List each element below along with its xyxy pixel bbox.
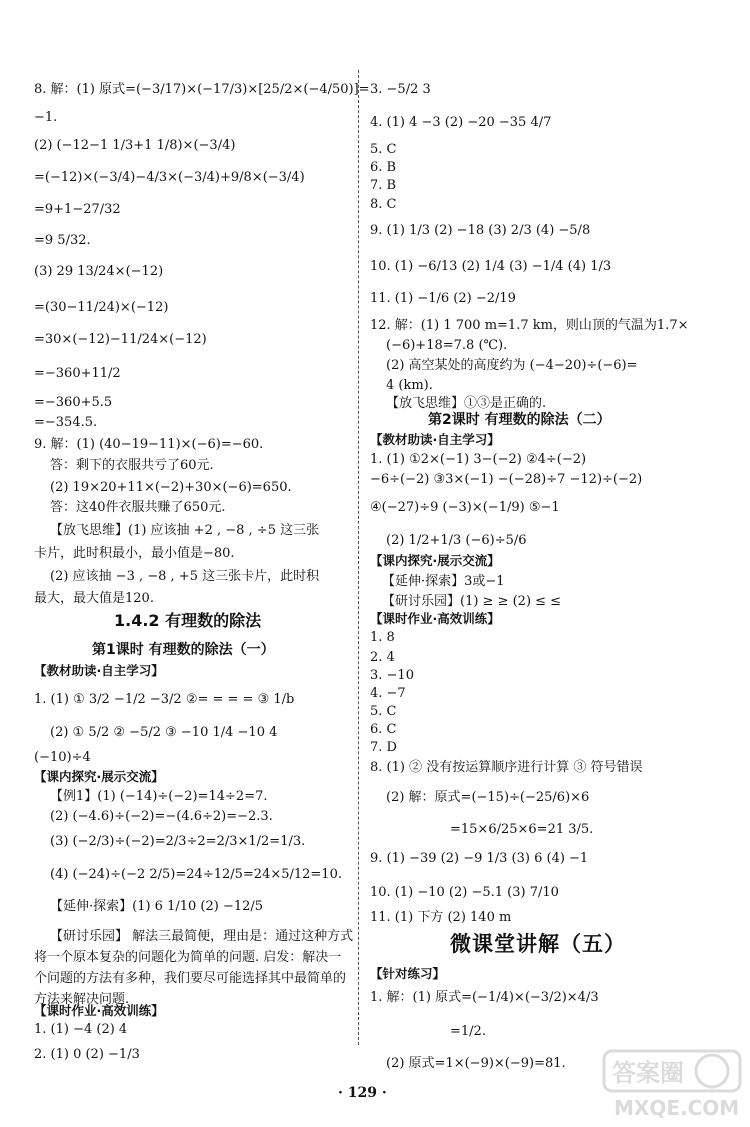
line: 2. 4: [370, 650, 395, 665]
line: (3) (−2/3)÷(−2)=2/3÷2=2/3×1/2=1/3.: [50, 834, 306, 849]
line: 【研讨乐园】(1) ≥ ≥ (2) ≤ ≤: [382, 594, 562, 609]
line: =−360+11/2: [34, 366, 121, 381]
line: 1. (1) ① 3/2 −1/2 −3/2 ②= = = = ③ 1/b: [34, 692, 295, 707]
line: 方法来解决问题.: [34, 992, 130, 1007]
section-label: 【课时作业·高效训练】: [34, 1003, 164, 1018]
line: ④(−27)÷9 (−3)×(−1/9) ⑤−1: [370, 500, 560, 515]
line: 12. 解：(1) 1 700 m=1.7 km，则山顶的气温为1.7×: [370, 318, 689, 333]
line: −1.: [34, 110, 58, 125]
line: 5. C: [370, 704, 397, 719]
section-label: 【教材助读·自主学习】: [370, 432, 500, 447]
line: (2) 高空某处的高度约为 (−4−20)÷(−6)=: [386, 358, 638, 373]
line: =−354.5.: [34, 415, 98, 430]
line: 10. (1) −10 (2) −5.1 (3) 7/10: [370, 885, 559, 900]
line: (2) ① 5/2 ② −5/2 ③ −10 1/4 −10 4: [50, 725, 278, 740]
section-label: 【课时作业·高效训练】: [370, 611, 500, 626]
line: 【延伸·探索】(1) 6 1/10 (2) −12/5: [50, 899, 264, 914]
line: (2) 解：原式=(−15)÷(−25/6)×6: [386, 790, 590, 805]
line: 8. C: [370, 197, 397, 212]
line: =30×(−12)−11/24×(−12): [34, 332, 207, 347]
section-label: 【针对练习】: [370, 966, 446, 981]
line: 卡片，此时积最小，最小值是−80.: [34, 546, 235, 561]
line: 9. (1) −39 (2) −9 1/3 (3) 6 (4) −1: [370, 851, 589, 866]
line: 将一个原本复杂的问题化为简单的问题. 启发：解决一: [34, 950, 342, 965]
line: 2. (1) 0 (2) −1/3: [34, 1047, 140, 1062]
line: (2) (−4.6)÷(−2)=−(4.6÷2)=−2.3.: [50, 809, 273, 824]
line: 3. −10: [370, 668, 414, 683]
line: (2) (−12−1 1/3+1 1/8)×(−3/4): [34, 138, 236, 153]
line: 答：剩下的衣服共亏了60元.: [50, 458, 214, 473]
line: (−10)÷4: [34, 750, 91, 765]
line: (2) 1/2+1/3 (−6)÷5/6: [386, 533, 527, 548]
line: 11. (1) −1/6 (2) −2/19: [370, 291, 516, 306]
watermark-text: 答案圈: [612, 1059, 684, 1087]
line: (2) 19×20+11×(−2)+30×(−6)=650.: [50, 480, 292, 495]
line: 3. −5/2 3: [370, 82, 431, 97]
column-divider: [358, 70, 359, 1045]
line: 11. (1) 下方 (2) 140 m: [370, 910, 512, 925]
line: 1. (1) −4 (2) 4: [34, 1022, 128, 1037]
chapter-heading: 微课堂讲解（五）: [450, 932, 626, 956]
line: 最大，最大值是120.: [34, 591, 154, 606]
line: =9 5/32.: [34, 233, 91, 248]
section-label: 【课内探究·展示交流】: [370, 553, 500, 568]
line: 【放飞思维】(1) 应该抽 +2 , −8 , ÷5 这三张: [50, 523, 320, 538]
lesson-title: 第1课时 有理数的除法（一）: [92, 642, 275, 658]
line: 6. C: [370, 722, 397, 737]
line: 个问题的方法有多种，我们要尽可能选择其中最简单的: [34, 971, 347, 986]
line: 9. (1) 1/3 (2) −18 (3) 2/3 (4) −5/8: [370, 223, 591, 238]
line: −6÷(−2) ③3×(−1) −(−28)÷7 −12)÷(−2): [370, 472, 643, 487]
line: 4 (km).: [386, 378, 433, 393]
line: 7. D: [370, 740, 397, 755]
line: 【例1】(1) (−14)÷(−2)=14÷2=7.: [50, 789, 268, 804]
line: 6. B: [370, 160, 397, 175]
lesson-title: 第2课时 有理数的除法（二）: [428, 412, 611, 428]
line: =(30−11/24)×(−12): [34, 300, 169, 315]
line: =9+1−27/32: [34, 202, 121, 217]
line: (−6)+18=7.8 (℃).: [386, 338, 508, 353]
section-label: 【课内探究·展示交流】: [34, 769, 164, 784]
line: 9. 解：(1) (40−19−11)×(−6)=−60.: [34, 437, 264, 452]
line: 7. B: [370, 178, 397, 193]
line: =1/2.: [450, 1024, 486, 1039]
watermark-logo: [602, 1049, 742, 1121]
line: 10. (1) −6/13 (2) 1/4 (3) −1/4 (4) 1/3: [370, 259, 612, 274]
line: 【研讨乐园】 解法三最简便，理由是：通过这种方式: [50, 929, 354, 944]
line: 1. 解：(1) 原式=(−1/4)×(−3/2)×4/3: [370, 990, 599, 1005]
line: 5. C: [370, 142, 397, 157]
line: 1. (1) ①2×(−1) 3−(−2) ②4÷(−2): [370, 452, 587, 467]
line: 4. (1) 4 −3 (2) −20 −35 4/7: [370, 115, 552, 130]
line: 答：这40件衣服共赚了650元.: [50, 500, 226, 515]
watermark-site: MXQE.COM: [614, 1096, 740, 1120]
line: 8. 解：(1) 原式=(−3/17)×(−17/3)×[25/2×(−4/50)]=: [34, 82, 370, 97]
line: (2) 应该抽 −3 , −8 , +5 这三张卡片，此时积: [50, 569, 320, 584]
section-title: 1.4.2 有理数的除法: [114, 611, 262, 630]
line: =−360+5.5: [34, 395, 113, 410]
line: 8. (1) ② 没有按运算顺序进行计算 ③ 符号错误: [370, 760, 643, 775]
line: 4. −7: [370, 686, 406, 701]
section-label: 【教材助读·自主学习】: [34, 663, 164, 678]
page-number: · 129 ·: [338, 1085, 387, 1101]
line: =15×6/25×6=21 3/5.: [450, 822, 594, 837]
line: (2) 原式=1×(−9)×(−9)=81.: [386, 1056, 566, 1071]
line: =(−12)×(−3/4)−4/3×(−3/4)+9/8×(−3/4): [34, 170, 305, 185]
line: 1. 8: [370, 630, 395, 645]
line: (4) (−24)÷(−2 2/5)=24÷12/5=24×5/12=10.: [50, 867, 342, 882]
line: (3) 29 13/24×(−12): [34, 264, 164, 279]
line: 【延伸·探索】3或−1: [382, 574, 505, 589]
line: 【放飞思维】①③是正确的.: [386, 396, 547, 411]
